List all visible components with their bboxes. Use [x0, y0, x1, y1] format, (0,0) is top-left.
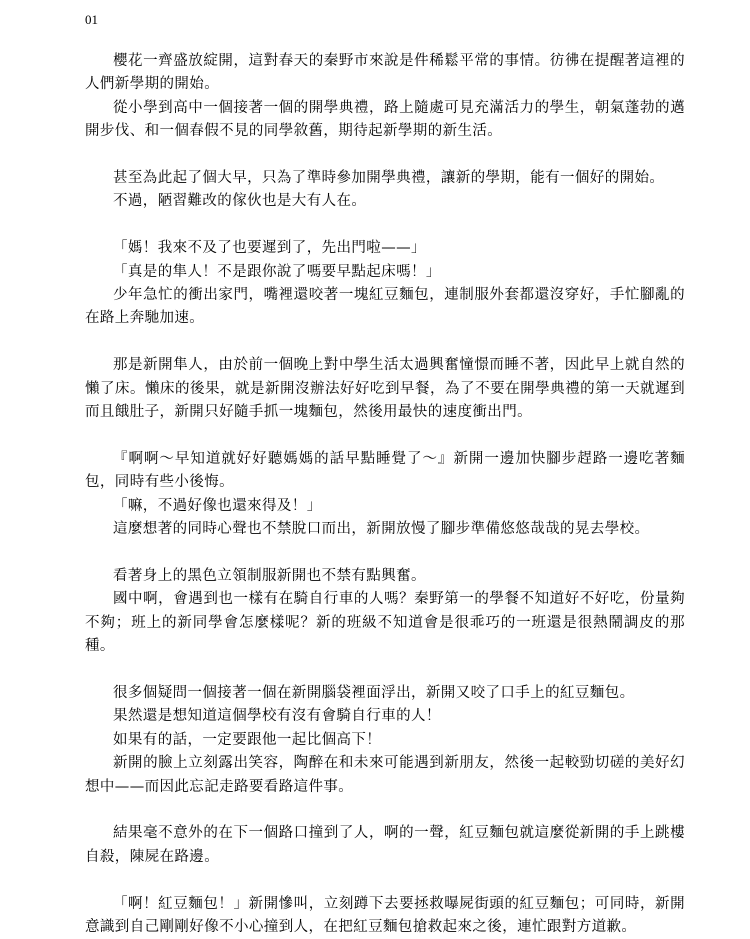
paragraph: 不過，陋習難改的傢伙也是大有人在。: [85, 190, 685, 213]
paragraph: 從小學到高中一個接著一個的開學典禮，路上隨處可見充滿活力的學生，朝氣蓬勃的邁開步伐、和一個春假不見的同學敘舊，期待起新學期的新生活。: [85, 97, 685, 144]
paragraph: 「真是的隼人！不是跟你說了嗎要早點起床嗎！」: [85, 261, 685, 284]
paragraph: 「嘛，不過好像也還來得及！」: [85, 495, 685, 518]
paragraph: 看著身上的黑色立領制服新開也不禁有點興奮。: [85, 565, 685, 588]
paragraph: 結果毫不意外的在下一個路口撞到了人，啊的一聲，紅豆麵包就這麼從新開的手上跳樓自殺，陳屍在路邊。: [85, 822, 685, 869]
story-text: [85, 50, 685, 939]
paragraph: 這麼想著的同時心聲也不禁脫口而出，新開放慢了腳步準備悠悠哉哉的晃去學校。: [85, 518, 685, 541]
paragraph: 新開的臉上立刻露出笑容，陶醉在和未來可能遇到新朋友，然後一起較勁切磋的美好幻想中——而因此忘記走路要看路這件事。: [85, 752, 685, 799]
page-number: 01: [85, 12, 98, 28]
paragraph: 果然還是想知道這個學校有沒有會騎自行車的人！: [85, 705, 685, 728]
paragraph: 國中啊，會遇到也一樣有在騎自行車的人嗎？秦野第一的學餐不知道好不好吃，份量夠不夠；班上的新同學會怎麼樣呢？新的班級不知道會是很乖巧的一班還是很熱鬧調皮的那種。: [85, 588, 685, 658]
paragraph: 甚至為此起了個大早，只為了準時參加開學典禮，讓新的學期，能有一個好的開始。: [85, 167, 685, 190]
paragraph: 少年急忙的衝出家門，嘴裡還咬著一塊紅豆麵包，連制服外套都還沒穿好，手忙腳亂的在路上奔馳加速。: [85, 284, 685, 331]
paragraph: 那是新開隼人，由於前一個晚上對中學生活太過興奮憧憬而睡不著，因此早上就自然的懶了床。懶床的後果，就是新開沒辦法好好吃到早餐，為了不要在開學典禮的第一天就遲到而且餓肚子，新開只好隨手抓一塊麵包，然後用最快的速度衝出門。: [85, 354, 685, 424]
paragraph: 「媽！我來不及了也要遲到了，先出門啦——」: [85, 237, 685, 260]
paragraph: 很多個疑問一個接著一個在新開腦袋裡面浮出，新開又咬了口手上的紅豆麵包。: [85, 682, 685, 705]
paragraph: 『啊啊～早知道就好好聽媽媽的話早點睡覺了～』新開一邊加快腳步趕路一邊吃著麵包，同時有些小後悔。: [85, 448, 685, 495]
paragraph: 櫻花一齊盛放綻開，這對春天的秦野市來說是件稀鬆平常的事情。彷彿在提醒著這裡的人們新學期的開始。: [85, 50, 685, 97]
paragraph: 如果有的話，一定要跟他一起比個高下！: [85, 729, 685, 752]
paragraph: 「啊！紅豆麵包！」新開慘叫，立刻蹲下去要拯救曝屍街頭的紅豆麵包；可同時，新開意識到自己剛剛好像不小心撞到人，在把紅豆麵包搶救起來之後，連忙跟對方道歉。: [85, 893, 685, 939]
